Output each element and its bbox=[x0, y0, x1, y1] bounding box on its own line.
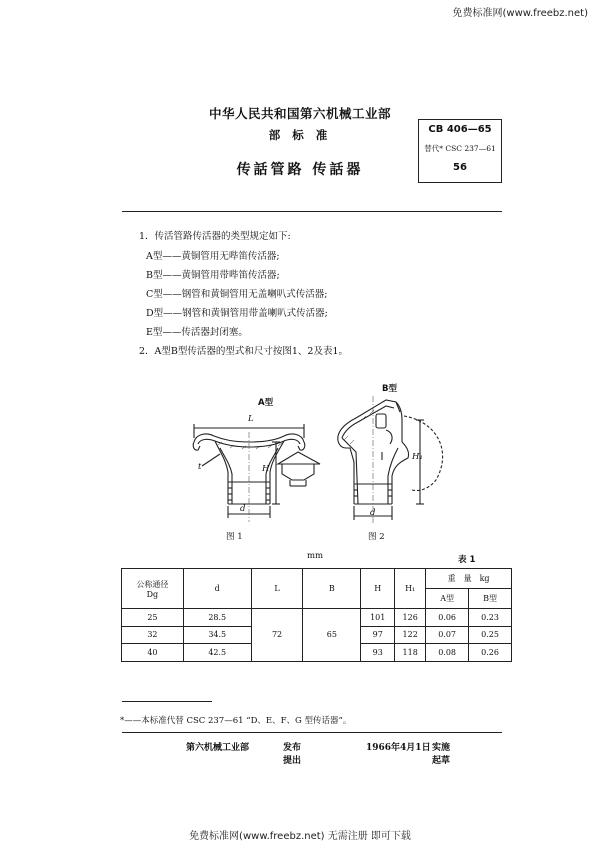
cell-dg: 32 bbox=[122, 626, 184, 644]
cell-l-common: 72 bbox=[251, 609, 303, 662]
replaces-note: 替代* CSC 237—61 bbox=[424, 144, 496, 153]
header-divider bbox=[122, 211, 502, 212]
proposer-label: 提出 bbox=[283, 756, 302, 766]
implementation-date: 1966年4月1日 bbox=[366, 743, 431, 753]
clause-type-b: B型——黄铜管用带哔笛传活器; bbox=[146, 270, 280, 281]
clause-2: 2．A型B型传活器的型式和尺寸按图1、2及表1。 bbox=[139, 346, 349, 357]
cell-dg: 25 bbox=[122, 609, 184, 627]
issuing-ministry: 中华人民共和国第六机械工业部 bbox=[208, 106, 391, 121]
standard-code: CB 406—65 bbox=[428, 124, 492, 135]
cell-h: 97 bbox=[361, 626, 395, 644]
site-footer: 免费标准网(www.freebz.net) 无需注册 即可下载 bbox=[189, 831, 411, 842]
figure-1-caption: 图 1 bbox=[226, 532, 243, 542]
col-header-dg-name: 公称通径 bbox=[136, 579, 169, 589]
dim-h1-label: H₁ bbox=[412, 452, 423, 462]
col-header-weight-a: A型 bbox=[426, 589, 469, 609]
col-header-h: H bbox=[361, 569, 395, 609]
cell-h: 93 bbox=[361, 644, 395, 662]
dimensions-table bbox=[121, 568, 512, 662]
dim-l-label: L bbox=[248, 414, 254, 424]
cell-h1: 126 bbox=[395, 609, 426, 627]
clause-type-c: C型——钢管和黄铜管用无盖喇叭式传活器; bbox=[146, 289, 328, 300]
cell-weight-a: 0.06 bbox=[426, 609, 469, 627]
col-header-h1: H₁ bbox=[395, 569, 426, 609]
cell-weight-a: 0.07 bbox=[426, 626, 469, 644]
drafting-label: 起草 bbox=[432, 756, 451, 766]
site-header: 免费标准网(www.freebz.net) bbox=[452, 8, 588, 19]
col-header-dg-symbol: Dg bbox=[146, 589, 159, 599]
implementation-label: 实施 bbox=[432, 743, 451, 753]
issuing-authority: 第六机械工业部 bbox=[186, 743, 250, 753]
cell-b-common: 65 bbox=[303, 609, 361, 662]
col-header-weight-b: B型 bbox=[469, 589, 512, 609]
figure-2-caption: 图 2 bbox=[368, 532, 385, 542]
cell-d: 42.5 bbox=[183, 644, 251, 662]
cell-h1: 122 bbox=[395, 626, 426, 644]
dim-t-label: t bbox=[198, 462, 202, 472]
table-row bbox=[122, 609, 512, 627]
footnote: *——本标准代替 CSC 237—61 “D、E、F、G 型传话器”。 bbox=[120, 716, 352, 726]
dim-h-label: H bbox=[262, 464, 270, 474]
cell-d: 34.5 bbox=[183, 626, 251, 644]
cell-h1: 118 bbox=[395, 644, 426, 662]
cell-d: 28.5 bbox=[183, 609, 251, 627]
table-label: 表 1 bbox=[458, 555, 476, 565]
dim-d-label: d bbox=[240, 504, 246, 514]
clause-1: 1．传活管路传活器的类型规定如下: bbox=[139, 231, 291, 242]
clause-type-e: E型——传活器封闭塞。 bbox=[146, 327, 248, 338]
standard-category: 部 标 准 bbox=[268, 128, 332, 142]
table-unit: mm bbox=[307, 551, 324, 561]
footnote-divider bbox=[122, 701, 212, 702]
cell-weight-a: 0.08 bbox=[426, 644, 469, 662]
col-header-dg bbox=[122, 569, 184, 609]
clause-type-d: D型——钢管和黄铜管用带盖喇叭式传活器; bbox=[146, 308, 328, 319]
col-header-weight: 重 量 kg bbox=[426, 569, 512, 589]
figure-2-type-b-drawing bbox=[334, 392, 454, 528]
col-header-d: d bbox=[183, 569, 251, 609]
page-number: 56 bbox=[453, 162, 467, 173]
publication-divider bbox=[122, 732, 502, 733]
clause-type-a: A型——黄铜管用无哔笛传活器; bbox=[146, 251, 280, 262]
cell-weight-b: 0.25 bbox=[469, 626, 512, 644]
issue-label: 发布 bbox=[283, 743, 302, 753]
col-header-b: B bbox=[303, 569, 361, 609]
col-header-l: L bbox=[251, 569, 303, 609]
fig-type-b-label: B型 bbox=[382, 384, 397, 394]
cell-h: 101 bbox=[361, 609, 395, 627]
dim-d-label-fig2: d bbox=[370, 508, 376, 518]
standard-number-box bbox=[418, 119, 502, 183]
table-header-row bbox=[122, 569, 512, 589]
cell-weight-b: 0.26 bbox=[469, 644, 512, 662]
cell-dg: 40 bbox=[122, 644, 184, 662]
page-title: 传話管路 传話器 bbox=[236, 162, 364, 178]
cell-weight-b: 0.23 bbox=[469, 609, 512, 627]
fig-type-a-label: A型 bbox=[258, 398, 274, 408]
